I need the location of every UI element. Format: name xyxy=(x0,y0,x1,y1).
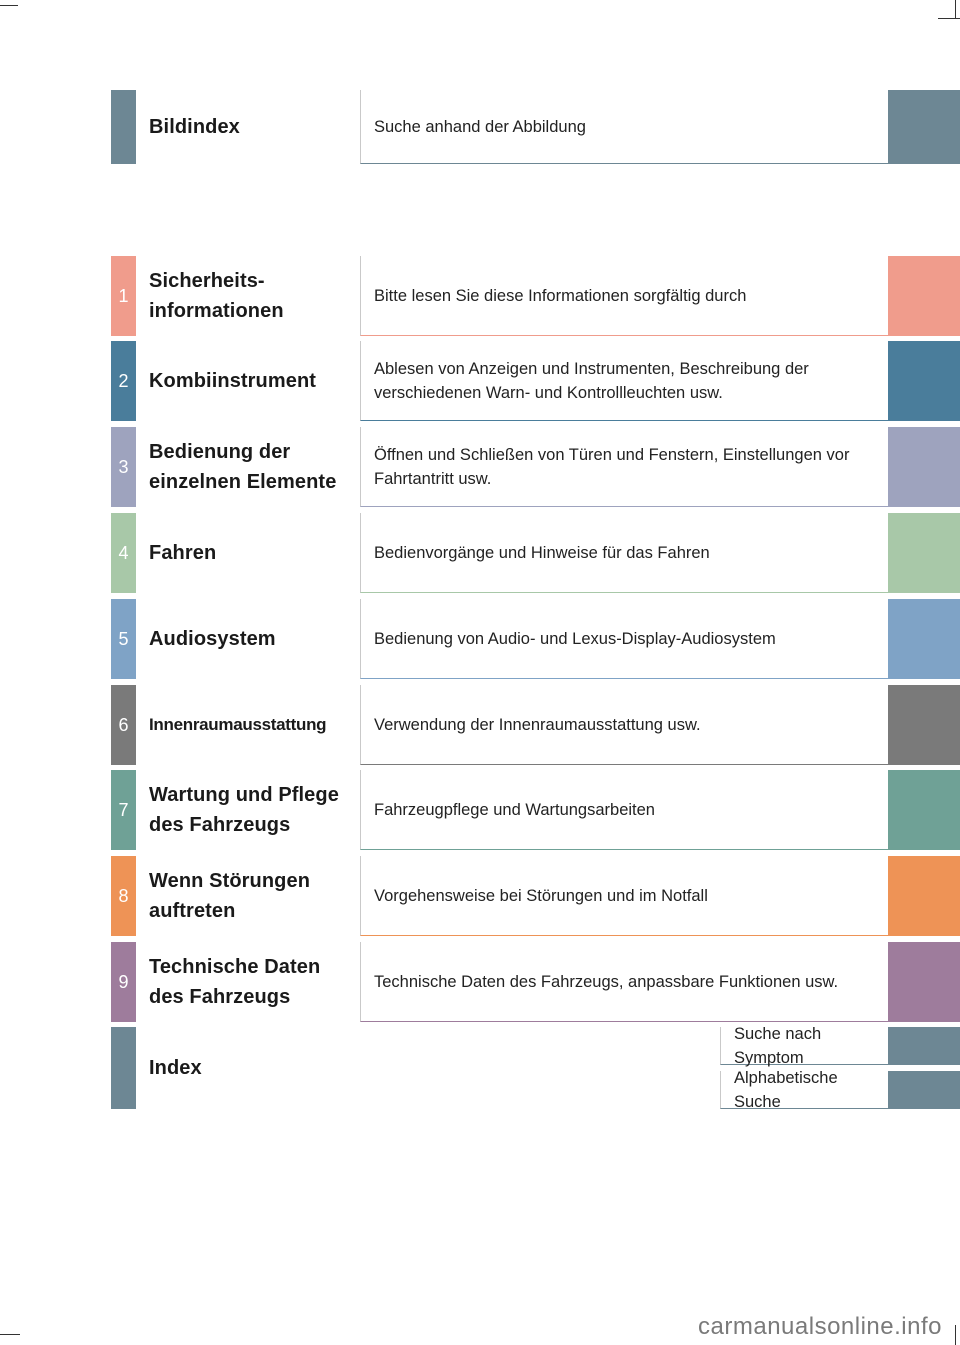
index-title: Index xyxy=(149,1057,202,1079)
section-title xyxy=(149,599,354,679)
section-row[interactable] xyxy=(0,685,960,765)
section-description xyxy=(360,685,888,765)
section-description-text: Bedienvorgänge und Hinweise für das Fahren xyxy=(374,543,710,562)
section-title-text: Sicherheits- informationen xyxy=(149,270,284,322)
section-description-text: Suche anhand der Abbildung xyxy=(374,117,586,136)
section-description-text: Ablesen von Anzeigen und Instrumenten, Beschreibung der verschiedenen Warn- und Kontrollleuchten usw. xyxy=(374,359,809,402)
section-title xyxy=(149,256,354,336)
section-description xyxy=(360,256,888,336)
section-title xyxy=(149,770,354,850)
section-number: 5 xyxy=(111,599,136,679)
section-description-text: Fahrzeugpflege und Wartungsarbeiten xyxy=(374,800,655,819)
section-title-text: Wenn Störungen auftreten xyxy=(149,870,311,922)
section-row[interactable] xyxy=(0,427,960,507)
index-stripe xyxy=(111,1027,136,1109)
section-description-text: Verwendung der Innenraumausstattung usw. xyxy=(374,715,701,734)
section-row[interactable] xyxy=(0,256,960,336)
section-description-text: Vorgehensweise bei Störungen und im Notfall xyxy=(374,886,708,905)
section-title xyxy=(149,90,354,164)
section-title-text: Wartung und Pflege des Fahrzeugs xyxy=(149,784,339,836)
section-number: 3 xyxy=(111,427,136,507)
section-number: 8 xyxy=(111,856,136,936)
section-tab[interactable] xyxy=(888,513,960,593)
section-description xyxy=(360,770,888,850)
section-row[interactable] xyxy=(0,90,960,164)
section-tab[interactable] xyxy=(888,942,960,1022)
section-number: 6 xyxy=(111,685,136,765)
section-tab[interactable] xyxy=(888,770,960,850)
index-item-tab xyxy=(888,1071,960,1109)
section-title xyxy=(149,513,354,593)
section-description-text: Technische Daten des Fahrzeugs, anpassbare Funktionen usw. xyxy=(374,972,839,991)
section-description-text: Bitte lesen Sie diese Informationen sorgfältig durch xyxy=(374,286,747,305)
section-title xyxy=(149,942,354,1022)
section-title xyxy=(149,685,354,765)
section-title-text: Kombiinstrument xyxy=(149,370,317,392)
section-number xyxy=(111,90,136,164)
crop-mark xyxy=(955,1325,956,1345)
section-tab[interactable] xyxy=(888,341,960,421)
section-description xyxy=(360,599,888,679)
section-title-text: Fahren xyxy=(149,542,217,564)
section-title-text: Bedienung der einzelnen Elemente xyxy=(149,441,337,493)
section-description xyxy=(360,90,888,164)
section-description xyxy=(360,427,888,507)
section-number: 1 xyxy=(111,256,136,336)
section-description-text: Bedienung von Audio- und Lexus-Display-Audiosystem xyxy=(374,629,776,648)
section-title-text: Bildindex xyxy=(149,116,240,138)
section-title-text: Audiosystem xyxy=(149,628,276,650)
section-row[interactable] xyxy=(0,942,960,1022)
section-description-text: Öffnen und Schließen von Türen und Fenstern, Einstellungen vor Fahrtantritt usw. xyxy=(374,445,850,488)
section-title xyxy=(149,341,354,421)
section-row[interactable] xyxy=(0,513,960,593)
crop-mark xyxy=(938,18,960,19)
crop-mark xyxy=(955,0,956,18)
section-description xyxy=(360,942,888,1022)
section-description xyxy=(360,341,888,421)
section-tab[interactable] xyxy=(888,856,960,936)
index-item-label: Alphabetische Suche xyxy=(720,1071,888,1109)
section-title-text: Innenraumausstattung xyxy=(149,715,327,734)
index-section[interactable] xyxy=(0,1024,960,1111)
section-title xyxy=(149,856,354,936)
index-item-label: Suche nach Symptom xyxy=(720,1027,888,1065)
section-title-text: Technische Daten des Fahrzeugs xyxy=(149,956,321,1008)
section-row[interactable] xyxy=(0,856,960,936)
section-title xyxy=(149,427,354,507)
index-item-alphabetic[interactable] xyxy=(360,1068,960,1111)
crop-mark xyxy=(0,1334,20,1335)
index-item-symptom[interactable] xyxy=(360,1024,960,1067)
section-row[interactable] xyxy=(0,770,960,850)
watermark: carmanualsonline.info xyxy=(698,1313,942,1340)
section-tab[interactable] xyxy=(888,90,960,164)
section-tab[interactable] xyxy=(888,256,960,336)
crop-mark xyxy=(0,5,18,6)
section-number: 9 xyxy=(111,942,136,1022)
section-description xyxy=(360,513,888,593)
section-tab[interactable] xyxy=(888,599,960,679)
section-number: 2 xyxy=(111,341,136,421)
index-item-tab xyxy=(888,1027,960,1065)
section-description xyxy=(360,856,888,936)
section-tab[interactable] xyxy=(888,427,960,507)
section-number: 7 xyxy=(111,770,136,850)
section-number: 4 xyxy=(111,513,136,593)
section-tab[interactable] xyxy=(888,685,960,765)
section-row[interactable] xyxy=(0,341,960,421)
section-row[interactable] xyxy=(0,599,960,679)
